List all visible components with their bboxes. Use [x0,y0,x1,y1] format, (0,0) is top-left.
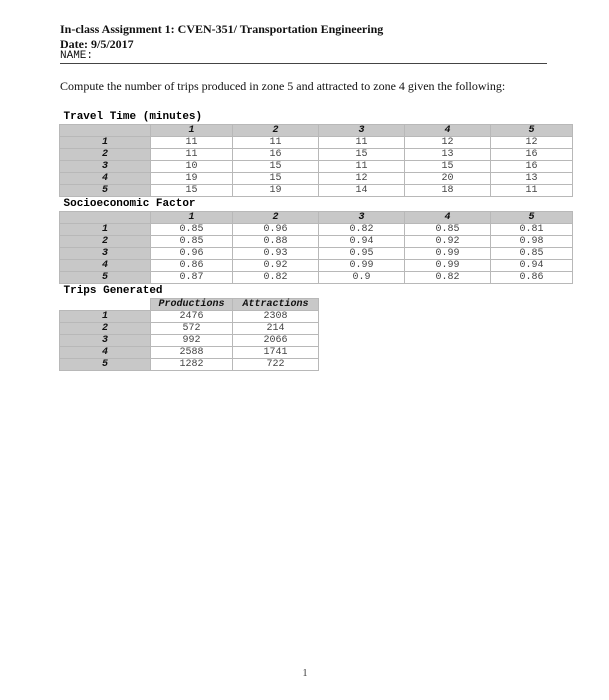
table-cell: 0.96 [151,248,233,260]
col-header: 2 [233,125,319,137]
travel-time-header-row [60,125,573,137]
col-header: 4 [405,125,491,137]
col-header: 1 [151,212,233,224]
table-cell: 0.85 [151,224,233,236]
table-cell: 0.98 [491,236,573,248]
corner-cell [60,125,151,137]
page-number: 1 [302,668,308,679]
table-cell: 214 [233,323,319,335]
table-row [60,272,573,284]
table-cell: 19 [151,173,233,185]
row-header: 5 [60,185,151,197]
travel-time-title: Travel Time (minutes) [63,111,203,123]
table-cell: 15 [405,161,491,173]
name-line [60,63,547,64]
table-cell: 2588 [151,347,233,359]
col-header: Productions [151,299,233,311]
col-header: 5 [491,125,573,137]
assignment-date: Date: 9/5/2017 [60,37,134,51]
table-cell: 16 [491,149,573,161]
assignment-title: In-class Assignment 1: CVEN-351/ Transportation Engineering [60,22,384,36]
table-cell: 0.82 [233,272,319,284]
table-cell: 0.99 [405,248,491,260]
table-row [60,323,573,335]
row-header: 2 [60,149,151,161]
table-cell: 0.82 [319,224,405,236]
row-header: 4 [60,173,151,185]
table-cell: 11 [319,137,405,149]
col-header: 1 [151,125,233,137]
row-header: 1 [60,224,151,236]
table-row [60,173,573,185]
table-cell: 11 [491,185,573,197]
table-cell: 12 [491,137,573,149]
row-header: 5 [60,272,151,284]
col-header: 4 [405,212,491,224]
table-cell: 0.81 [491,224,573,236]
table-cell: 0.85 [405,224,491,236]
table-row [60,137,573,149]
table-row [60,149,573,161]
table-cell: 722 [233,359,319,371]
table-cell: 0.85 [151,236,233,248]
table-row [60,260,573,272]
row-header: 5 [60,359,151,371]
row-header: 3 [60,335,151,347]
table-row [60,347,573,359]
row-header: 2 [60,236,151,248]
table-cell: 11 [151,137,233,149]
table-cell: 2476 [151,311,233,323]
table-cell: 15 [233,161,319,173]
table-cell: 11 [319,161,405,173]
table-cell: 13 [491,173,573,185]
table-cell: 20 [405,173,491,185]
table-cell: 0.85 [491,248,573,260]
row-header: 3 [60,161,151,173]
table-row [60,248,573,260]
col-header: 2 [233,212,319,224]
table-cell: 16 [233,149,319,161]
table-row [60,236,573,248]
table-cell: 12 [405,137,491,149]
table-cell: 11 [233,137,319,149]
table-row [60,359,573,371]
table-cell: 1741 [233,347,319,359]
table-cell: 15 [151,185,233,197]
table-cell: 0.93 [233,248,319,260]
table-row [60,161,573,173]
table-cell: 2308 [233,311,319,323]
table-cell: 0.92 [405,236,491,248]
table-cell: 992 [151,335,233,347]
row-header: 1 [60,311,151,323]
row-header: 4 [60,260,151,272]
table-cell: 19 [233,185,319,197]
table-cell: 0.99 [405,260,491,272]
table-cell: 0.86 [491,272,573,284]
table-cell: 15 [319,149,405,161]
table-row [60,185,573,197]
col-header: Attractions [233,299,319,311]
row-header: 1 [60,137,151,149]
table-row [60,224,573,236]
col-header: 3 [319,125,405,137]
row-header: 4 [60,347,151,359]
table-cell: 16 [491,161,573,173]
table-cell: 0.95 [319,248,405,260]
table-cell: 572 [151,323,233,335]
question-text: Compute the number of trips produced in zone 5 and attracted to zone 4 given the following: [60,79,506,93]
table-cell: 10 [151,161,233,173]
table-row [60,311,573,323]
table-cell: 0.96 [233,224,319,236]
col-header: 3 [319,212,405,224]
table-cell: 0.94 [319,236,405,248]
table-cell: 1282 [151,359,233,371]
table-cell: 2066 [233,335,319,347]
row-header: 2 [60,323,151,335]
table-cell: 14 [319,185,405,197]
trips-title: Trips Generated [63,285,163,297]
table-cell: 0.88 [233,236,319,248]
travel-time-table [59,110,573,371]
table-row [60,335,573,347]
trips-header-row [60,299,573,311]
table-cell: 12 [319,173,405,185]
table-cell: 0.86 [151,260,233,272]
table-cell: 13 [405,149,491,161]
table-cell: 0.92 [233,260,319,272]
socioeconomic-header-row [60,212,573,224]
socioeconomic-title: Socioeconomic Factor [63,198,196,210]
table-cell: 15 [233,173,319,185]
col-header: 5 [491,212,573,224]
table-cell: 0.99 [319,260,405,272]
table-cell: 0.87 [151,272,233,284]
table-cell: 0.82 [405,272,491,284]
name-label: NAME: [60,50,94,62]
table-cell: 18 [405,185,491,197]
table-cell: 0.94 [491,260,573,272]
table-cell: 0.9 [319,272,405,284]
corner-cell [60,212,151,224]
row-header: 3 [60,248,151,260]
table-cell: 11 [151,149,233,161]
